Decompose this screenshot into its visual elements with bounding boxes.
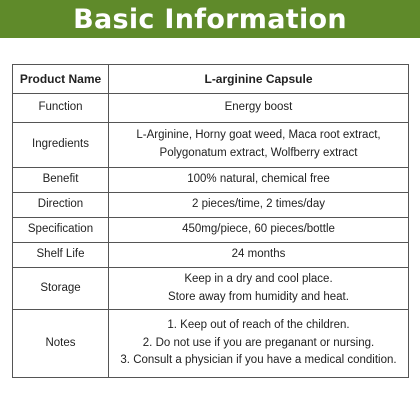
row-value-line: 2. Do not use if you are preganant or nursing. <box>142 336 375 349</box>
row-value <box>109 243 409 268</box>
row-value <box>109 123 409 168</box>
row-label: Shelf Life <box>13 243 109 268</box>
info-table-container <box>12 64 409 378</box>
table-row-product-name <box>13 65 409 94</box>
row-value-line: 100% natural, chemical free <box>187 173 330 186</box>
row-value <box>109 94 409 123</box>
row-label: Storage <box>13 268 109 310</box>
row-value-line: 2 pieces/time, 2 times/day <box>192 198 325 211</box>
table-row-shelf-life <box>13 243 409 268</box>
row-label: Function <box>13 94 109 123</box>
row-value-line: 1. Keep out of reach of the children. <box>167 318 350 331</box>
table-row-notes <box>13 310 409 378</box>
row-value <box>109 268 409 310</box>
row-label: Specification <box>13 218 109 243</box>
row-value-line: Polygonatum extract, Wolfberry extract <box>159 147 358 159</box>
row-label: Ingredients <box>13 123 109 168</box>
row-value <box>109 310 409 378</box>
row-value <box>109 218 409 243</box>
header-banner <box>0 0 420 38</box>
row-value <box>109 168 409 193</box>
row-value-line: 3. Consult a physician if you have a medical condition. <box>120 354 397 367</box>
table-row-ingredients <box>13 123 409 168</box>
row-value-line: 450mg/piece, 60 pieces/bottle <box>182 223 335 236</box>
row-label: Product Name <box>13 65 109 94</box>
row-value <box>109 193 409 218</box>
page-title: Basic Information <box>73 3 347 35</box>
row-label: Notes <box>13 310 109 378</box>
table-row-function <box>13 94 409 123</box>
info-table <box>12 64 409 378</box>
table-row-storage <box>13 268 409 310</box>
row-value-line: Store away from humidity and heat. <box>168 290 349 303</box>
row-value-line: 24 months <box>231 248 286 261</box>
row-label: Direction <box>13 193 109 218</box>
table-row-specification <box>13 218 409 243</box>
row-label: Benefit <box>13 168 109 193</box>
table-row-direction <box>13 193 409 218</box>
table-row-benefit <box>13 168 409 193</box>
row-value-line: Energy boost <box>224 101 293 114</box>
row-value-line: Keep in a dry and cool place. <box>184 272 333 285</box>
row-value: L-arginine Capsule <box>109 65 409 94</box>
row-value-line: L-Arginine, Horny goat weed, Maca root extract, <box>136 129 381 142</box>
